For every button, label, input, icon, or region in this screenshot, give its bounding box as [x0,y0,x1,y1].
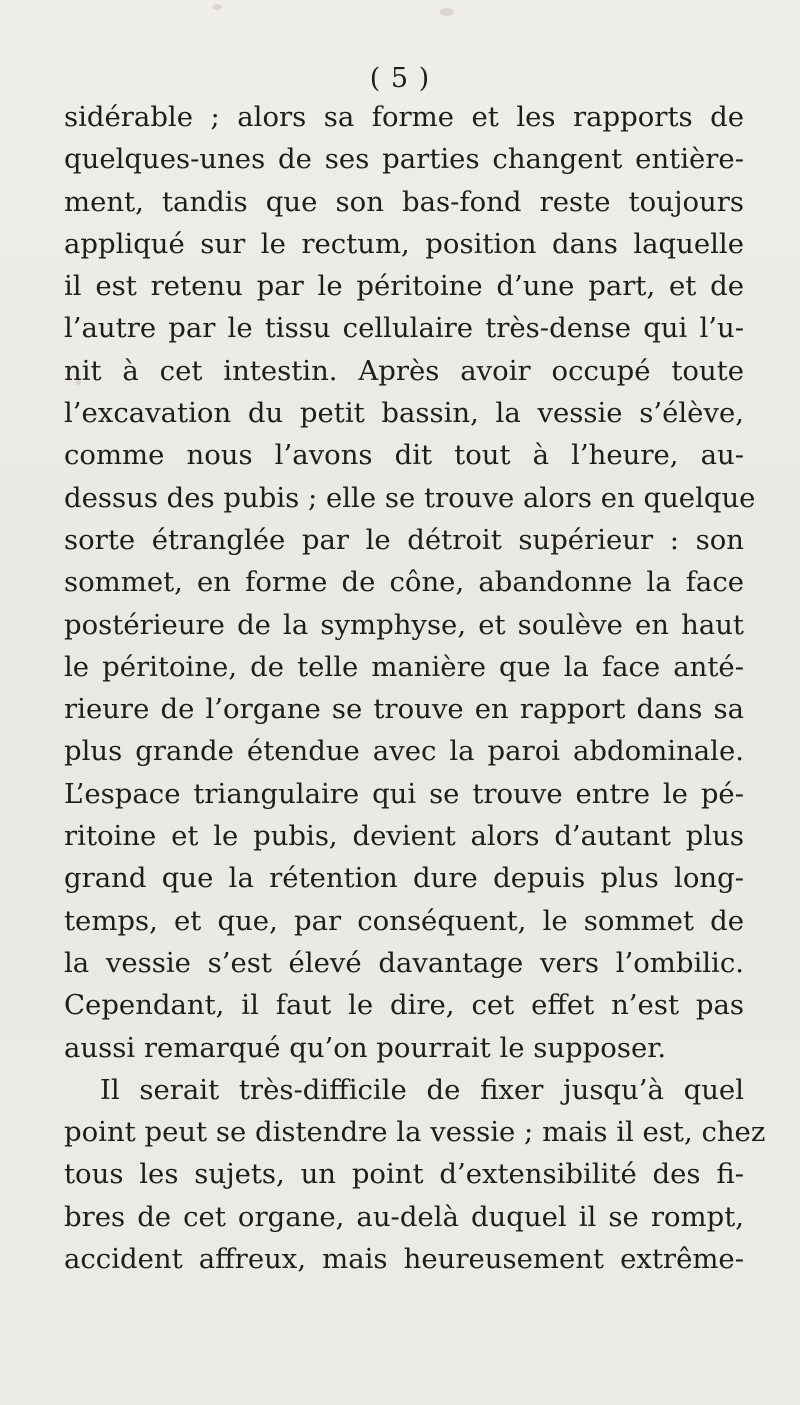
text-line: ment, tandis que son bas-fond reste toujours [64,185,744,218]
text-line: sidérable ; alors sa forme et les rapports de [64,101,744,133]
text-line: la vessie s’est élevé davantage vers l’ombilic. [64,946,744,979]
text-line: point peut se distendre la vessie ; mais il est, chez [64,1116,766,1149]
text-line: tous les sujets, un point d’extensibilité des fi- [64,1158,744,1191]
text-line: bres de cet organe, au-delà duquel il se rompt, [64,1200,744,1233]
text-line: l’autre par le tissu cellulaire très-dense qui l’u- [64,312,744,345]
text-line: il est retenu par le péritoine d’une part, et de [64,270,744,303]
text-line: Il serait très-difficile de fixer jusqu’à quel [100,1073,744,1106]
paper-blemish [440,8,454,16]
text-line: ritoine et le pubis, devient alors d’autant plus [64,820,744,853]
text-line: postérieure de la symphyse, et soulève en haut [64,608,744,641]
text-line: nit à cet intestin. Après avoir occupé toute [64,354,744,387]
text-line: le péritoine, de telle manière que la face anté- [64,650,744,683]
text-line: aussi remarqué qu’on pourrait le supposer. [64,1031,667,1064]
text-line: L’espace triangulaire qui se trouve entre le pé- [64,777,744,810]
text-line: accident affreux, mais heureusement extrême- [64,1243,744,1276]
text-line: temps, et que, par conséquent, le sommet de [64,904,744,937]
text-line: dessus des pubis ; elle se trouve alors en quelque [64,481,756,514]
text-line: comme nous l’avons dit tout à l’heure, au- [64,439,744,472]
text-line: quelques-unes de ses parties changent entière- [64,143,744,176]
text-line: rieure de l’organe se trouve en rapport dans sa [64,693,744,726]
text-line: l’excavation du petit bassin, la vessie s’élève, [64,397,744,430]
text-line: sorte étranglée par le détroit supérieur : son [64,523,744,556]
text-line: Cependant, il faut le dire, cet effet n’est pas [64,989,744,1022]
text-line: grand que la rétention dure depuis plus long- [64,862,744,895]
text-line: sommet, en forme de cône, abandonne la face [64,566,744,599]
text-line: plus grande étendue avec la paroi abdominale. [64,735,744,768]
page-number: ( 5 ) [369,63,431,94]
paper-blemish [212,4,222,10]
body-text [64,96,766,1280]
text-line: appliqué sur le rectum, position dans laquelle [64,227,744,260]
